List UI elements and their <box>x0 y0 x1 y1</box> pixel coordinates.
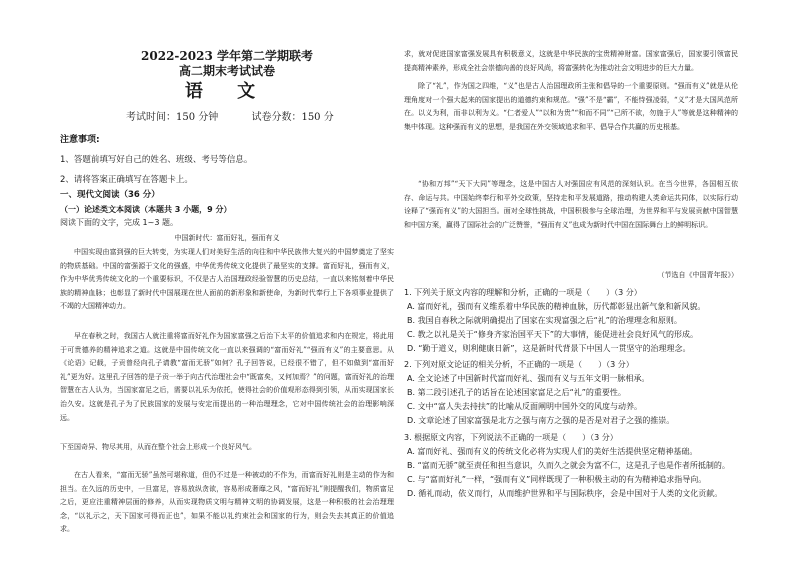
article-paragraph: “协和万邦”“天下大同”等理念，这是中国古人对强国应有风范的深刻认识。在当今世界，各国相互依存、命运与共。中国始终奉行和平外交政策，坚持走和平发展道路，推动构建人类命运共同体，以实际行动诠释了“强而有义”的大国担当。面对全球性挑战，中国积极参与全球治理，为世界和平与发展贡献中国智慧和中国方案，赢得了国际社会的广泛赞誉，“强而有义”也成为新时代中国在国际舞台上的鲜明标识。 <box>404 180 738 229</box>
question-3-option-b: B. “富而无骄”就至责任和担当意识，久而久之就会为富不仁，这是孔子也是作者所抵制的。 <box>407 461 730 470</box>
exam-time: 考试时间：150 分钟 <box>126 112 219 123</box>
article-paragraph: 早在春秋之时，我国古人就注重将富而好礼作为国家富强之后治下太平的价值追求和内在规定，将此用于可贵德养的精神追求之道。这就是中国传统文化一直以来强调的“富而好礼”“强而有义”的主要意思。从《论语》记载，子贡曾经向孔子请教“富而无骄”如何？孔子回答说，已经很不错了，但不如做到“富而好礼”更为好。这里孔子回答的是子贡一举于向古代治理社会中“既富矣，又何加焉？”的问题，富而好礼的治理智慧在古人认为，当国家富足之后，需要以礼乐为依托，使得社会的价值观形态得到引领，从而实现国家长治久安。这就是孔子为了民族国家的发展与安定而提出的一种治理理念，它对中国传统社会的治理影响深远。 <box>60 332 394 422</box>
article-paragraph: 下至国奇异、物尽其用，从而在整个社会上形成一个良好风气。 <box>60 443 256 451</box>
article-source: （节选自《中国青年报》） <box>657 271 738 279</box>
question-1-option-c: C. 教之以礼是关于“修身齐家治国平天下”的大事情，能促进社会良好风气的形成。 <box>407 330 698 339</box>
sub-section-heading: （一）论述类文本阅读（本题共 3 小题，9 分） <box>60 205 232 214</box>
notes-heading: 注意事项: <box>60 135 100 145</box>
subject-title: 语 文 <box>184 81 270 102</box>
question-2-option-d: D. 文章论述了国家富强是北方之强与南方之强的是否是对君子之强的推崇。 <box>407 416 675 425</box>
question-1-option-d: D. “勤于道义，则利健康日新”，这是新时代背景下中国人一贯坚守的治理理念。 <box>407 344 691 353</box>
question-3-stem: 3. 根据原文内容，下列说法不正确的一项是（ ）（3 分） <box>404 433 618 442</box>
question-2-stem: 2. 下列对原文论证的相关分析，不正确的一项是（ ）（3 分） <box>404 360 634 369</box>
question-3-option-d: D. 循礼而动，依义而行，从而维护世界和平与国际秩序，会是中国对于人类的文化贡献。 <box>407 489 723 498</box>
exam-meta <box>126 111 386 125</box>
question-2-option-a: A. 全文论述了中国新时代富而好礼、强而有义与五年文明一脉相承。 <box>407 374 650 383</box>
question-3-option-a: A. 富而好礼、强而有义的传统文化必将为实现人们的美好生活提供坚定精神基础。 <box>407 447 698 456</box>
question-3-option-c: C. 与“富而好礼”一样，“强而有义”同样既现了一种积极主动的有为精神追求指导向。 <box>407 475 707 484</box>
note-item: 2、请将答案正确填写在答题卡上。 <box>60 175 193 185</box>
note-item: 1、答题前填写好自己的姓名、班级、考号等信息。 <box>60 155 253 165</box>
section-heading: 一、现代文阅读（36 分） <box>60 190 160 200</box>
question-1-option-a: A. 富而好礼，强而有义维系着中华民族的精神血脉，历代都彰显出新气象和新风貌。 <box>407 302 706 311</box>
article-paragraph: 求，就对促进国家富强发展具有积极意义，这就是中华民族的宝贵精神财富。国家富强后，国家要引领富民提高精神素养，形成全社会崇德向善的良好风尚，将富强转化为推动社会文明进步的巨大力量。 <box>404 50 738 72</box>
exam-subtitle: 高二期末考试试卷 <box>178 64 275 78</box>
article-paragraph: 中国实现由富到强的巨大转变，为实现人们对美好生活的向往和中华民族伟大复兴的中国梦奠定了坚实的物质基础。中国的富强源于文化的强盛，中华优秀传统文化提供了最坚实的支撑。富而好礼，强而有义，作为中华优秀传统文化的一个重要标识，不仅是古人治国理政经验智慧的历史总结，一直以来铭刻着中华民族的精神血脉；也彰显了新时代中国展现在世人面前的新形象和新使命，为新时代奉行上下各项事业提供了不竭的大国精神动力。 <box>60 248 394 311</box>
article-title: 中国新时代：富而好礼，强而有义 <box>174 234 280 242</box>
question-1-stem: 1. 下列关于原文内容的理解和分析，正确的一项是（ ）（3 分） <box>404 288 642 297</box>
article-paragraph: 除了“礼”，作为国之四维，“义”也是古人治国理政所主张和倡导的一个重要原则。“强而有义”就是从伦理角度对一个强大起来的国家提出的道德约束和规范。“强”不是“霸”，不能恃强凌弱，“义”才是大国风范所在。以义为利，而非以利为义。“仁者爱人”“以和为贵”“和而不同”“己所不欲，勿施于人”等就是这种精神的集中体现。这种强而有义的思想，是我国在外交领域追求和平、倡导合作共赢的历史根基。 <box>404 82 738 131</box>
exam-score: 试卷分数：150 分 <box>251 112 334 123</box>
question-2-option-b: B. 第二段引述孔子的话旨在论述国家富足之后“礼”的重要性。 <box>407 388 626 397</box>
question-1-option-b: B. 我国自春秋之际就明确提出了国家在实现富强之后“礼”的治理理念和原则。 <box>407 316 682 325</box>
article-paragraph: 在古人看来，“富而无骄”虽然可堪称道，但仍不过是一种被动的不作为，而富而好礼则是主动的作为和担当。在久远的历史中，一旦富足，容易放纵贪欲，容易形成奢靡之风，“富而好礼”则提醒我们，物质富足之后，更应注重精神层面的修养，从而实现物质文明与精神文明的协调发展，这是一种积极的社会治理理念，“以礼示之，天下国家可得而正也”，如果不能以礼约束社会和国家的行为，则会失去其真正的价值追求。 <box>60 471 394 534</box>
question-2-option-c: C. 文中“富人失去持扶”的比喻从反面阐明中国外交的风度与动养。 <box>407 402 642 411</box>
reading-instruction: 阅读下面的文字，完成 1~3 题。 <box>60 218 178 227</box>
exam-title: 2022-2023 学年第二学期联考 <box>141 49 313 63</box>
